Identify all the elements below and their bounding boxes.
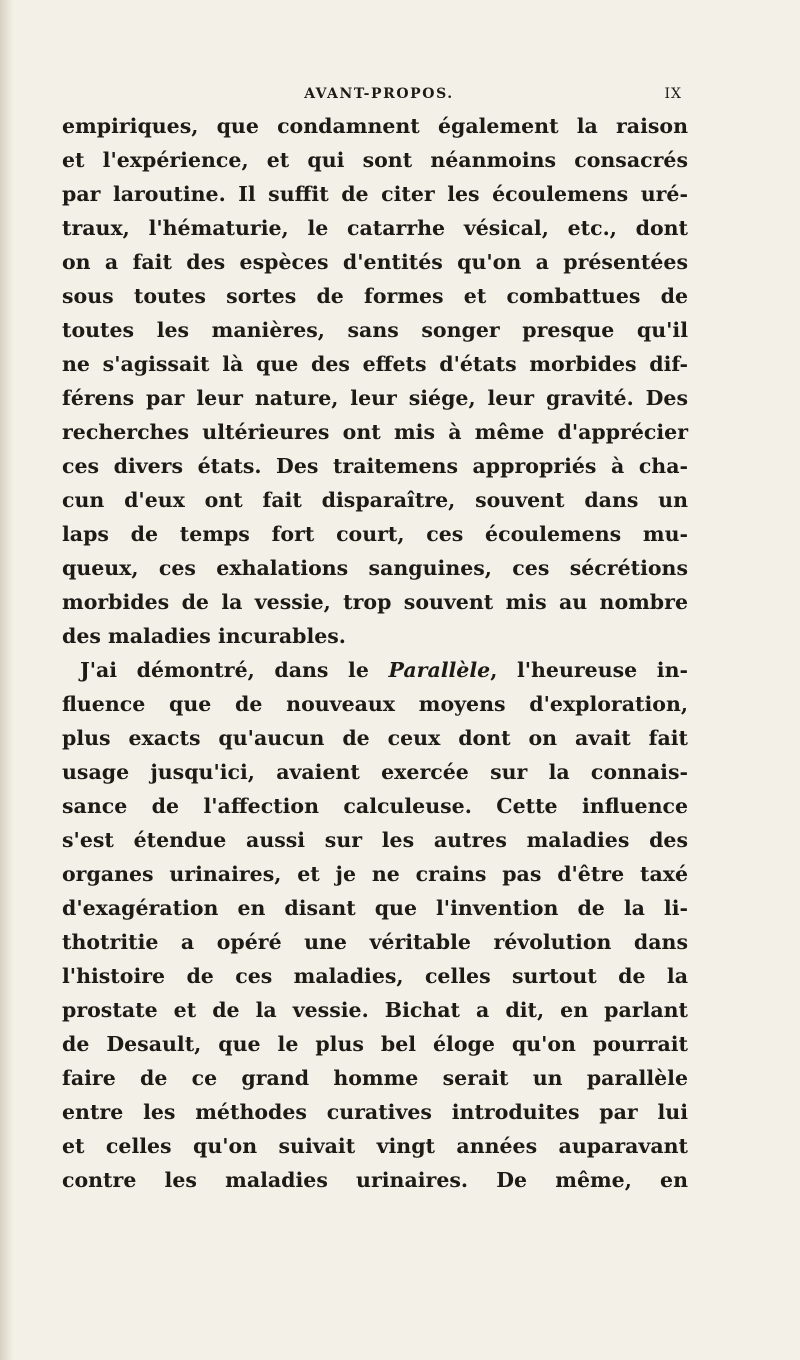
text-line: ces divers états. Des traitemens appropriés à cha- bbox=[62, 454, 688, 478]
text-line: recherches ultérieures ont mis à même d'apprécier bbox=[62, 420, 688, 444]
text-line: par laroutine. Il suffit de citer les écoulemens uré- bbox=[62, 182, 688, 206]
text-line: et l'expérience, et qui sont néanmoins consacrés bbox=[62, 148, 688, 172]
text-line: entre les méthodes curatives introduites par lui bbox=[62, 1100, 688, 1124]
text-line: usage jusqu'ici, avaient exercée sur la connais- bbox=[62, 760, 688, 784]
text-line bbox=[62, 653, 688, 687]
text-line: et celles qu'on suivait vingt années auparavant bbox=[62, 1134, 688, 1158]
paragraph bbox=[62, 109, 688, 653]
text-line: de Desault, que le plus bel éloge qu'on pourrait bbox=[62, 1032, 688, 1056]
text-run: J'ai démontré, dans le bbox=[80, 658, 389, 682]
running-head bbox=[76, 86, 682, 110]
running-title: AVANT-PROPOS. bbox=[304, 86, 454, 102]
text-line: thotritie a opéré une véritable révolution dans bbox=[62, 930, 688, 954]
text-run: , l'heureuse in- bbox=[490, 658, 688, 682]
text-line: traux, l'hématurie, le catarrhe vésical, etc., dont bbox=[62, 216, 688, 240]
text-line: cun d'eux ont fait disparaître, souvent dans un bbox=[62, 488, 688, 512]
text-line: fluence que de nouveaux moyens d'exploration, bbox=[62, 692, 688, 716]
page-number: IX bbox=[664, 86, 682, 102]
text-line: des maladies incurables. bbox=[62, 624, 346, 648]
text-line: empiriques, que condamnent également la raison bbox=[62, 114, 688, 138]
body-text bbox=[62, 109, 688, 1197]
text-line: s'est étendue aussi sur les autres maladies des bbox=[62, 828, 688, 852]
text-line: queux, ces exhalations sanguines, ces sécrétions bbox=[62, 556, 688, 580]
text-line: ne s'agissait là que des effets d'états morbides dif- bbox=[62, 352, 688, 376]
text-line: sous toutes sortes de formes et combattues de bbox=[62, 284, 688, 308]
text-line: férens par leur nature, leur siége, leur gravité. Des bbox=[62, 386, 688, 410]
page-binding-edge bbox=[0, 0, 14, 1360]
text-line: toutes les manières, sans songer presque qu'il bbox=[62, 318, 688, 342]
text-line: d'exagération en disant que l'invention de la li- bbox=[62, 896, 688, 920]
text-line: on a fait des espèces d'entités qu'on a présentées bbox=[62, 250, 688, 274]
text-line: laps de temps fort court, ces écoulemens mu- bbox=[62, 522, 688, 546]
text-line: contre les maladies urinaires. De même, en bbox=[62, 1168, 688, 1192]
text-line: faire de ce grand homme serait un parallèle bbox=[62, 1066, 688, 1090]
work-title: Parallèle bbox=[388, 658, 491, 682]
text-line: prostate et de la vessie. Bichat a dit, en parlant bbox=[62, 998, 688, 1022]
text-line: organes urinaires, et je ne crains pas d'être taxé bbox=[62, 862, 688, 886]
text-line: morbides de la vessie, trop souvent mis au nombre bbox=[62, 590, 688, 614]
text-line: l'histoire de ces maladies, celles surtout de la bbox=[62, 964, 688, 988]
text-line: sance de l'affection calculeuse. Cette influence bbox=[62, 794, 688, 818]
paragraph bbox=[62, 653, 688, 1197]
text-line: plus exacts qu'aucun de ceux dont on avait fait bbox=[62, 726, 688, 750]
